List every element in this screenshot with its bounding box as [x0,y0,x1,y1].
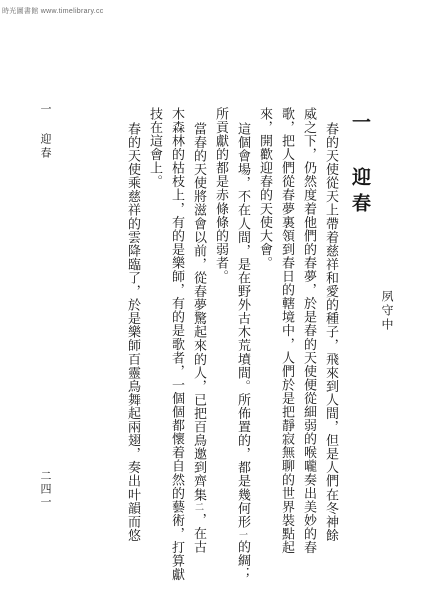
text-column-9: 技在這會上。 [147,107,162,189]
watermark: 時光圖書館 www.timelibrary.cc [2,8,104,15]
text-column-7-main: 當春的天使將滋會以前，從春夢驚起來的人，已把百鳥邀到齊集 [191,122,206,502]
text-column-5 [236,122,249,581]
text-column-5-main: 這個會場，不在人間，是在野外古木荒墳間。所佈置的，都是幾何形 [235,122,250,529]
text-column-6: 所貢獻的都是赤條條的弱者。 [213,107,228,284]
text-column-7-tail: ，在古 [191,512,206,554]
note-marker-2: 二 [193,502,203,512]
text-column-4: 來，開歡迎春的天使大會。 [257,107,272,270]
text-column-5-tail: 的綢； [235,540,250,581]
text-column-2: 威之下，仍然度着他們的春夢，於是春的天使便從細弱的喉嚨奏出美妙的春 [301,107,316,555]
page-number: 二四一 [39,470,52,509]
text-column-1: 春的天使從天上帶着慈祥和愛的種子，飛來到人間，但是人們在冬神餘 [323,122,338,543]
author-name: 夙守中 [380,290,394,332]
text-column-8: 木森林的枯枝上，有的是樂師，有的是歌者，一個個都懷着自然的藝術，打算獻 [169,107,184,582]
text-column-10: 春的天使乘慈祥的雲降臨了，於是樂師百靈鳥舞起兩翅，奏出叶韻而悠 [125,122,140,543]
text-column-3: 歌，把人們從春夢裏領到春日的轄境中，人們於是把靜寂無聊的世界裝點起 [279,107,294,555]
note-marker-1: 一 [237,529,247,540]
running-head: 一 迎春 [39,103,52,161]
text-column-7 [192,122,205,554]
article-title: 一 迎春 [349,112,371,219]
